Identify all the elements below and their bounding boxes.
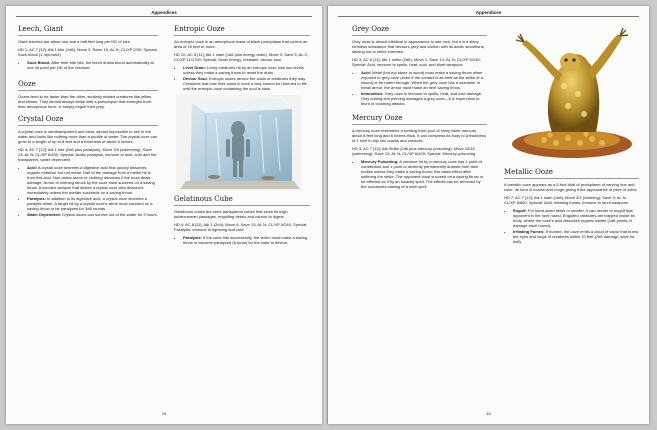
mercury-ooze-intro: A mercury ooze resembles a swirling thick pool of shiny white mercury about 8 feet long and 6 inches thick. It can compress its body to a thickness of 1 inch to slip into cracks and crevices. — [352, 128, 486, 143]
right-page — [328, 6, 649, 424]
divider — [18, 35, 158, 36]
left-column-2 — [174, 22, 310, 248]
list-item: • Level Drain: Living creatures hit by an entropic ooze lose two levels unless they make a saving throw to resist the drain. — [183, 65, 310, 75]
gelatinous-cube-abilities — [174, 235, 310, 245]
right-page-number: 16 — [486, 411, 491, 416]
left-page — [6, 6, 322, 424]
leech-title: Leech, Giant — [18, 25, 64, 33]
ooze-title: Ooze — [18, 80, 36, 88]
crystal-ooze-stats: HD 4; AC 7 [12]; Atk 1 bite (2d6 plus paralysis); Move 3/9 (swimming); Save 13; AL N; CL/XP 6/400; Special: Acidic paralysis, immune to acid, cold and fire, transparent, water dependent — [18, 147, 158, 162]
list-item: • Paralysis: If the cube hits successfully, the victim must make a saving throw or become paralyzed (6 turns) for the cube to devour. — [183, 235, 310, 245]
divider — [18, 90, 158, 91]
crystal-ooze-abilities — [18, 165, 158, 217]
list-item: • Irritating Fumes: If burned, the ooze emits a cloud of vapor that burns the eyes and lungs of creatures within 10 feet (2d6 damage, save for half). — [513, 229, 639, 244]
divider — [174, 35, 310, 36]
leech-abilities — [18, 60, 158, 70]
list-item: • Water Dependent: Crystal oozes can survive out of the water for 3 hours. — [27, 212, 158, 217]
grey-ooze-title: Grey Ooze — [352, 25, 390, 33]
grey-ooze-stats: HD 3; AC 8 [11]; Atk 1 strike (2d6); Move 1; Save 14; AL N; CL/XP 5/240; Special: Acid, immune to spells, heat, cold, and blunt weapons — [352, 57, 481, 67]
metallic-ooze-abilities — [504, 208, 639, 244]
entropic-ooze-stats: HD 10; AC 8 [11]; Atk 1 slam (1d6 plus energy drain); Move 3; Save 5; AL C; CL/XP 11/1700; Special: Drain energy, resistant, devour soul — [174, 52, 309, 62]
list-item: • Mercury Poisoning: A creature hit by a mercury ooze has 1 point of constitution and 1 point of dexterity permanently drained from their bodies unless they make a saving throw; this takes effect after suffering the strike. The opponent must succeed on a saving throw or be afflicted as if by an insanity spell. The effects can be removed by the successful casting of a wish spell. — [361, 159, 487, 189]
grey-ooze-intro: Grey ooze is almost identical in appearance to wet rock, but it is a slimy, formless substance that devours prey and carrion with its acidic secretions, lashing out to strike enemies. — [352, 39, 485, 54]
list-item: • Devour Soul: Entropic oozes devour the souls of creatures they slay. Creatures that lose their souls in such a way cannot be returned to life until the entropic ooze containing the soul is slain. — [183, 76, 310, 91]
metallic-ooze-stats: HD 7; AC 7 [12]; Atk 1 slam (1d8); Move 3/3 (climbing); Save 9; AL N; CL/XP 8/800; Special: Acid, irritating fumes, immune to blunt weapons — [504, 195, 628, 205]
grey-ooze-abilities — [352, 70, 487, 106]
mercury-ooze-title: Mercury Ooze — [352, 114, 403, 122]
list-item: • Suck Blood: After their bite hits, the leech drains blood automatically at one hit point per HD of the creature. — [27, 60, 158, 70]
divider — [504, 178, 639, 179]
entropic-ooze-intro: An entropic ooze is an amorphous mass of black protoplasm that covers an area of 10 feet or more. — [174, 39, 308, 49]
left-column-1 — [18, 22, 158, 220]
list-item: • Acid: A crystal ooze secretes a digestive acid that quickly dissolves organic material, but not metal. Half of the damage from a melee hit is from this acid. Non-metal armor or clothing dissolves if the ooze deals damage. Armor or clothing struck by the ooze must succeed on a saving throw. A wooden weapon that strikes a crystal ooze also dissolves immediately unless the wielder succeeds on a saving throw. — [27, 165, 158, 195]
divider — [18, 125, 158, 126]
list-item: • Paralysis: In addition to its digestive acid, a crystal ooze secretes a paralytic slime. A target hit by a crystal ooze's slime must succeed on a saving throw or be paralyzed for 3d6 rounds. — [27, 196, 158, 211]
gelatinous-cube-title: Gelatinous Cube — [174, 195, 233, 203]
list-item: • Engulf: For hand-sized items or smaller, it can decide to engulf that opponent in the next round. Engulfed creatures are trapped inside its body, where the ooze's acid dissolves organic matter (1d6 points of damage each round). — [513, 208, 639, 228]
mercury-ooze-abilities — [352, 159, 487, 189]
divider — [352, 124, 487, 125]
crystal-ooze-title: Crystal Ooze — [18, 115, 64, 123]
left-page-number: 16 — [161, 411, 167, 416]
right-column-1 — [352, 22, 487, 192]
metallic-ooze-title: Metallic Ooze — [504, 168, 553, 176]
ooze-intro: Oozes tend to be faster than the other, similarly related creatures like jellies and slimes. They almost always strike with a pseudopod that emerges from their amorphous form, or simply engulf their prey. — [18, 94, 152, 109]
leech-stats: HD 1; AC 7 [12]; Atk 1 bite (1d6); Move 3, Swim 15; AL N; CL/XP 2/30; Special: Suck blood (1 hp/round) — [18, 47, 158, 57]
leech-intro: Giant leeches are about one and a half feet long per HD of size. — [18, 39, 131, 44]
divider — [174, 205, 310, 206]
mercury-ooze-stats: HD 3; AC 7 [12]; Atk Strike (2d6 plus mercury poisoning); Move 10/15 (swimming); Save 13; AL N; CL/XP 6/400; Special: Mercury poisoning — [352, 146, 476, 156]
gelatinous-cube-illustration — [176, 95, 302, 191]
entropic-ooze-abilities — [174, 65, 310, 91]
divider — [352, 35, 487, 36]
left-running-header: Appendices — [16, 10, 312, 17]
gelatinous-cube-stats: HD 4; AC 8 [11]; Atk 1 (2d4); Move 6; Save 13; AL N; CL/XP 5/240; Special: Paralysis, immune to lightning and cold — [174, 222, 308, 232]
right-column-2 — [504, 22, 639, 247]
metallic-ooze-illustration — [504, 22, 639, 162]
entropic-ooze-title: Entropic Ooze — [174, 25, 225, 33]
crystal-ooze-intro: A crystal ooze is semitransparent and clear, almost impossible to see in the water and looks like nothing more than a puddle of water. The crystal ooze can grow to a length of up to 8 feet and a thickness of about 6 inches. — [18, 129, 158, 144]
gelatinous-cube-intro: Gelatinous cubes are semi-transparent cubes that slosh through subterranean passages, engulfing debris and carrion to digest. — [174, 209, 288, 219]
list-item: • Immunities: Grey ooze is immune to spells, heat, and cold damage. Only cutting and piercing damages a grey ooze—it is impervious to blunt or crushing attacks. — [361, 91, 487, 106]
right-running-header: Appendices — [338, 10, 639, 17]
list-item: • Acid: Metal (but not stone or wood) must make a saving throw when exposed to grey ooze (even if the contact is as brief as the strike of a sword) or be rotted through. When the grey ooze hits a character in metal armor, the armor must make an item saving throw. — [361, 70, 487, 90]
metallic-ooze-intro: A metallic ooze appears as a 9-foot blob of protoplasm of varying hue and color. Its form is coarse and rough giving it the appearance of piles of coins. — [504, 182, 638, 192]
